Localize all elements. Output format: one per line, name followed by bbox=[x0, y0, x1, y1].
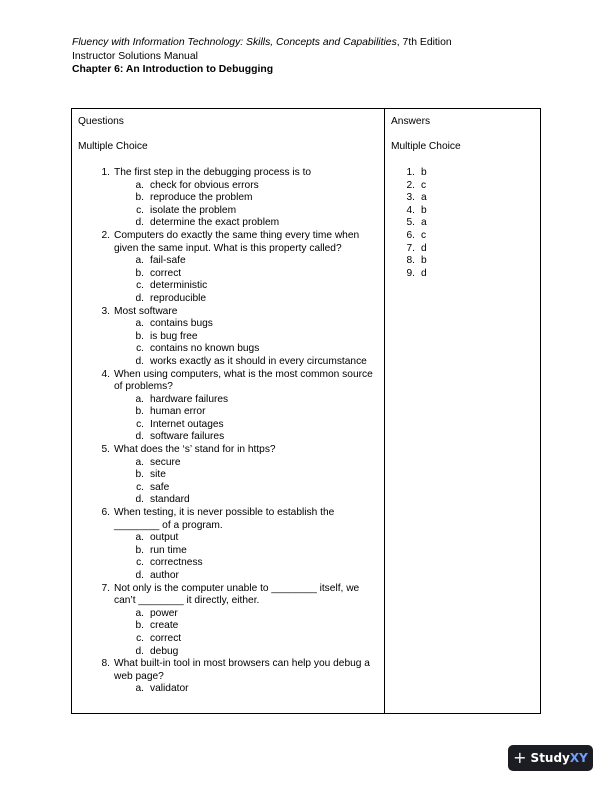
answer-item bbox=[385, 268, 427, 281]
option-list bbox=[114, 255, 378, 305]
logo-prefix: Study bbox=[530, 750, 570, 765]
option-letter: a. bbox=[135, 683, 144, 695]
chapter-title: Chapter 6: An Introduction to Debugging bbox=[72, 64, 274, 75]
option-item bbox=[114, 431, 378, 444]
option-item bbox=[114, 192, 378, 205]
option-text: safe bbox=[150, 481, 170, 493]
option-item bbox=[114, 255, 378, 268]
answers-section-title: Multiple Choice bbox=[391, 141, 461, 152]
option-item bbox=[114, 419, 378, 432]
option-item bbox=[114, 646, 378, 659]
option-item bbox=[114, 280, 378, 293]
plus-icon: + bbox=[513, 748, 527, 767]
option-text: isolate the problem bbox=[150, 204, 237, 216]
questions-section-title: Multiple Choice bbox=[78, 141, 148, 152]
option-letter: a. bbox=[135, 456, 144, 468]
option-list bbox=[114, 608, 378, 658]
option-letter: b. bbox=[135, 192, 144, 204]
option-item bbox=[114, 343, 378, 356]
answer-letter: c bbox=[421, 229, 427, 241]
questions-header: Questions bbox=[78, 116, 124, 127]
question-number: 2. bbox=[101, 229, 110, 241]
option-item bbox=[114, 557, 378, 570]
option-letter: c. bbox=[136, 418, 144, 430]
answer-letter: b bbox=[421, 255, 427, 267]
option-item bbox=[114, 406, 378, 419]
option-letter: b. bbox=[135, 406, 144, 418]
option-item bbox=[114, 293, 378, 306]
option-letter: b. bbox=[135, 544, 144, 556]
option-item bbox=[114, 608, 378, 621]
answer-letter: a bbox=[421, 217, 427, 229]
answer-letter: d bbox=[421, 267, 427, 279]
option-text: determine the exact problem bbox=[150, 217, 280, 229]
option-text: deterministic bbox=[150, 280, 208, 292]
question-item bbox=[72, 167, 378, 230]
answer-number: 3. bbox=[406, 192, 415, 204]
option-list bbox=[114, 683, 378, 696]
option-letter: b. bbox=[135, 469, 144, 481]
option-text: debug bbox=[150, 645, 179, 657]
option-letter: c. bbox=[136, 481, 144, 493]
logo-suffix: XY bbox=[569, 750, 588, 765]
answer-letter: d bbox=[421, 242, 427, 254]
option-text: is bug free bbox=[150, 330, 198, 342]
option-letter: d. bbox=[135, 355, 144, 367]
option-text: human error bbox=[150, 406, 206, 418]
answer-item bbox=[385, 217, 427, 230]
questions-list bbox=[72, 167, 378, 696]
question-number: 6. bbox=[101, 507, 110, 519]
qa-table bbox=[71, 108, 541, 714]
option-letter: a. bbox=[135, 255, 144, 267]
option-text: reproducible bbox=[150, 292, 207, 304]
studyxy-logo[interactable] bbox=[508, 745, 593, 771]
question-text: Most software bbox=[114, 305, 178, 317]
question-text: What built-in tool in most browsers can help you debug a web page? bbox=[114, 658, 370, 682]
question-item bbox=[72, 658, 378, 696]
option-item bbox=[114, 482, 378, 495]
option-text: correct bbox=[150, 632, 182, 644]
option-list bbox=[114, 318, 378, 368]
answer-number: 2. bbox=[406, 179, 415, 191]
question-number: 8. bbox=[101, 658, 110, 670]
logo-text bbox=[531, 752, 588, 765]
option-item bbox=[114, 532, 378, 545]
book-title-line bbox=[72, 36, 452, 50]
option-text: hardware failures bbox=[150, 393, 229, 405]
answer-letter: a bbox=[421, 192, 427, 204]
option-letter: d. bbox=[135, 645, 144, 657]
option-letter: a. bbox=[135, 179, 144, 191]
option-item bbox=[114, 633, 378, 646]
option-text: contains bugs bbox=[150, 318, 213, 330]
option-text: run time bbox=[150, 544, 187, 556]
option-item bbox=[114, 570, 378, 583]
question-item bbox=[72, 507, 378, 583]
manual-title: Instructor Solutions Manual bbox=[72, 50, 198, 62]
option-text: correct bbox=[150, 267, 182, 279]
answer-number: 4. bbox=[406, 204, 415, 216]
question-item bbox=[72, 306, 378, 369]
answer-number: 1. bbox=[406, 167, 415, 178]
question-number: 3. bbox=[101, 305, 110, 317]
option-text: check for obvious errors bbox=[150, 179, 259, 191]
question-item bbox=[72, 444, 378, 507]
option-text: contains no known bugs bbox=[150, 343, 260, 355]
option-letter: b. bbox=[135, 330, 144, 342]
question-number: 7. bbox=[101, 582, 110, 594]
option-letter: d. bbox=[135, 570, 144, 581]
question-number: 5. bbox=[101, 444, 110, 456]
option-letter: c. bbox=[136, 557, 144, 569]
option-list bbox=[114, 457, 378, 507]
answer-letter: b bbox=[421, 204, 427, 216]
option-letter: d. bbox=[135, 494, 144, 506]
question-item bbox=[72, 369, 378, 445]
answer-item bbox=[385, 243, 427, 256]
option-item bbox=[114, 457, 378, 470]
question-text: When using computers, what is the most common source of problems? bbox=[114, 368, 373, 393]
option-text: works exactly as it should in every circumstance bbox=[150, 355, 367, 367]
option-letter: b. bbox=[135, 267, 144, 279]
option-letter: a. bbox=[135, 532, 144, 544]
question-number: 1. bbox=[101, 167, 110, 178]
page-header bbox=[72, 36, 452, 77]
answer-item bbox=[385, 167, 427, 180]
option-letter: b. bbox=[135, 620, 144, 632]
question-text: What does the ‘s’ stand for in https? bbox=[114, 444, 276, 456]
option-item bbox=[114, 205, 378, 218]
answers-header: Answers bbox=[391, 116, 431, 127]
option-list bbox=[114, 180, 378, 230]
question-text: Computers do exactly the same thing every time when given the same input. What is this property called? bbox=[114, 229, 360, 254]
option-letter: d. bbox=[135, 217, 144, 229]
option-letter: c. bbox=[136, 280, 144, 292]
option-text: site bbox=[150, 469, 166, 481]
question-item bbox=[72, 583, 378, 659]
option-letter: c. bbox=[136, 204, 144, 216]
book-edition: , 7th Edition bbox=[396, 37, 452, 48]
book-title: Fluency with Information Technology: Skills, Concepts and Capabilities bbox=[72, 37, 397, 48]
option-text: correctness bbox=[150, 557, 203, 569]
option-text: Internet outages bbox=[150, 418, 224, 430]
answer-item bbox=[385, 230, 427, 243]
question-text: When testing, it is never possible to establish the ________ of a program. bbox=[114, 507, 335, 531]
option-item bbox=[114, 494, 378, 507]
answer-item bbox=[385, 205, 427, 218]
question-item bbox=[72, 230, 378, 306]
answer-letter: b bbox=[421, 167, 427, 178]
answer-item bbox=[385, 255, 427, 268]
option-item bbox=[114, 180, 378, 193]
answer-letter: c bbox=[421, 179, 427, 191]
answer-number: 7. bbox=[406, 242, 415, 254]
option-text: create bbox=[150, 620, 179, 632]
answer-item bbox=[385, 180, 427, 193]
answer-item bbox=[385, 192, 427, 205]
option-letter: d. bbox=[135, 292, 144, 304]
option-text: author bbox=[150, 570, 179, 581]
option-letter: c. bbox=[136, 343, 144, 355]
answer-number: 8. bbox=[406, 255, 415, 267]
option-text: fail-safe bbox=[150, 255, 186, 267]
question-text: The first step in the debugging process is to bbox=[114, 167, 312, 178]
option-letter: d. bbox=[135, 431, 144, 443]
answers-list bbox=[385, 167, 427, 280]
option-item bbox=[114, 620, 378, 633]
option-item bbox=[114, 545, 378, 558]
option-text: validator bbox=[150, 683, 189, 695]
option-letter: a. bbox=[135, 393, 144, 405]
option-item bbox=[114, 318, 378, 331]
option-item bbox=[114, 683, 378, 696]
option-letter: a. bbox=[135, 318, 144, 330]
option-list bbox=[114, 532, 378, 582]
option-item bbox=[114, 356, 378, 369]
answer-number: 9. bbox=[406, 267, 415, 279]
option-text: software failures bbox=[150, 431, 225, 443]
option-item bbox=[114, 394, 378, 407]
option-list bbox=[114, 394, 378, 444]
option-text: power bbox=[150, 607, 178, 619]
option-item bbox=[114, 469, 378, 482]
option-text: standard bbox=[150, 494, 190, 506]
option-text: output bbox=[150, 532, 179, 544]
answer-number: 6. bbox=[406, 229, 415, 241]
option-item bbox=[114, 331, 378, 344]
option-letter: c. bbox=[136, 632, 144, 644]
question-number: 4. bbox=[101, 368, 110, 380]
option-letter: a. bbox=[135, 607, 144, 619]
question-text: Not only is the computer unable to ________ itself, we can’t ________ it directly, either. bbox=[114, 582, 360, 607]
option-item bbox=[114, 217, 378, 230]
answer-number: 5. bbox=[406, 217, 415, 229]
option-item bbox=[114, 268, 378, 281]
option-text: reproduce the problem bbox=[150, 192, 253, 204]
option-text: secure bbox=[150, 456, 181, 468]
